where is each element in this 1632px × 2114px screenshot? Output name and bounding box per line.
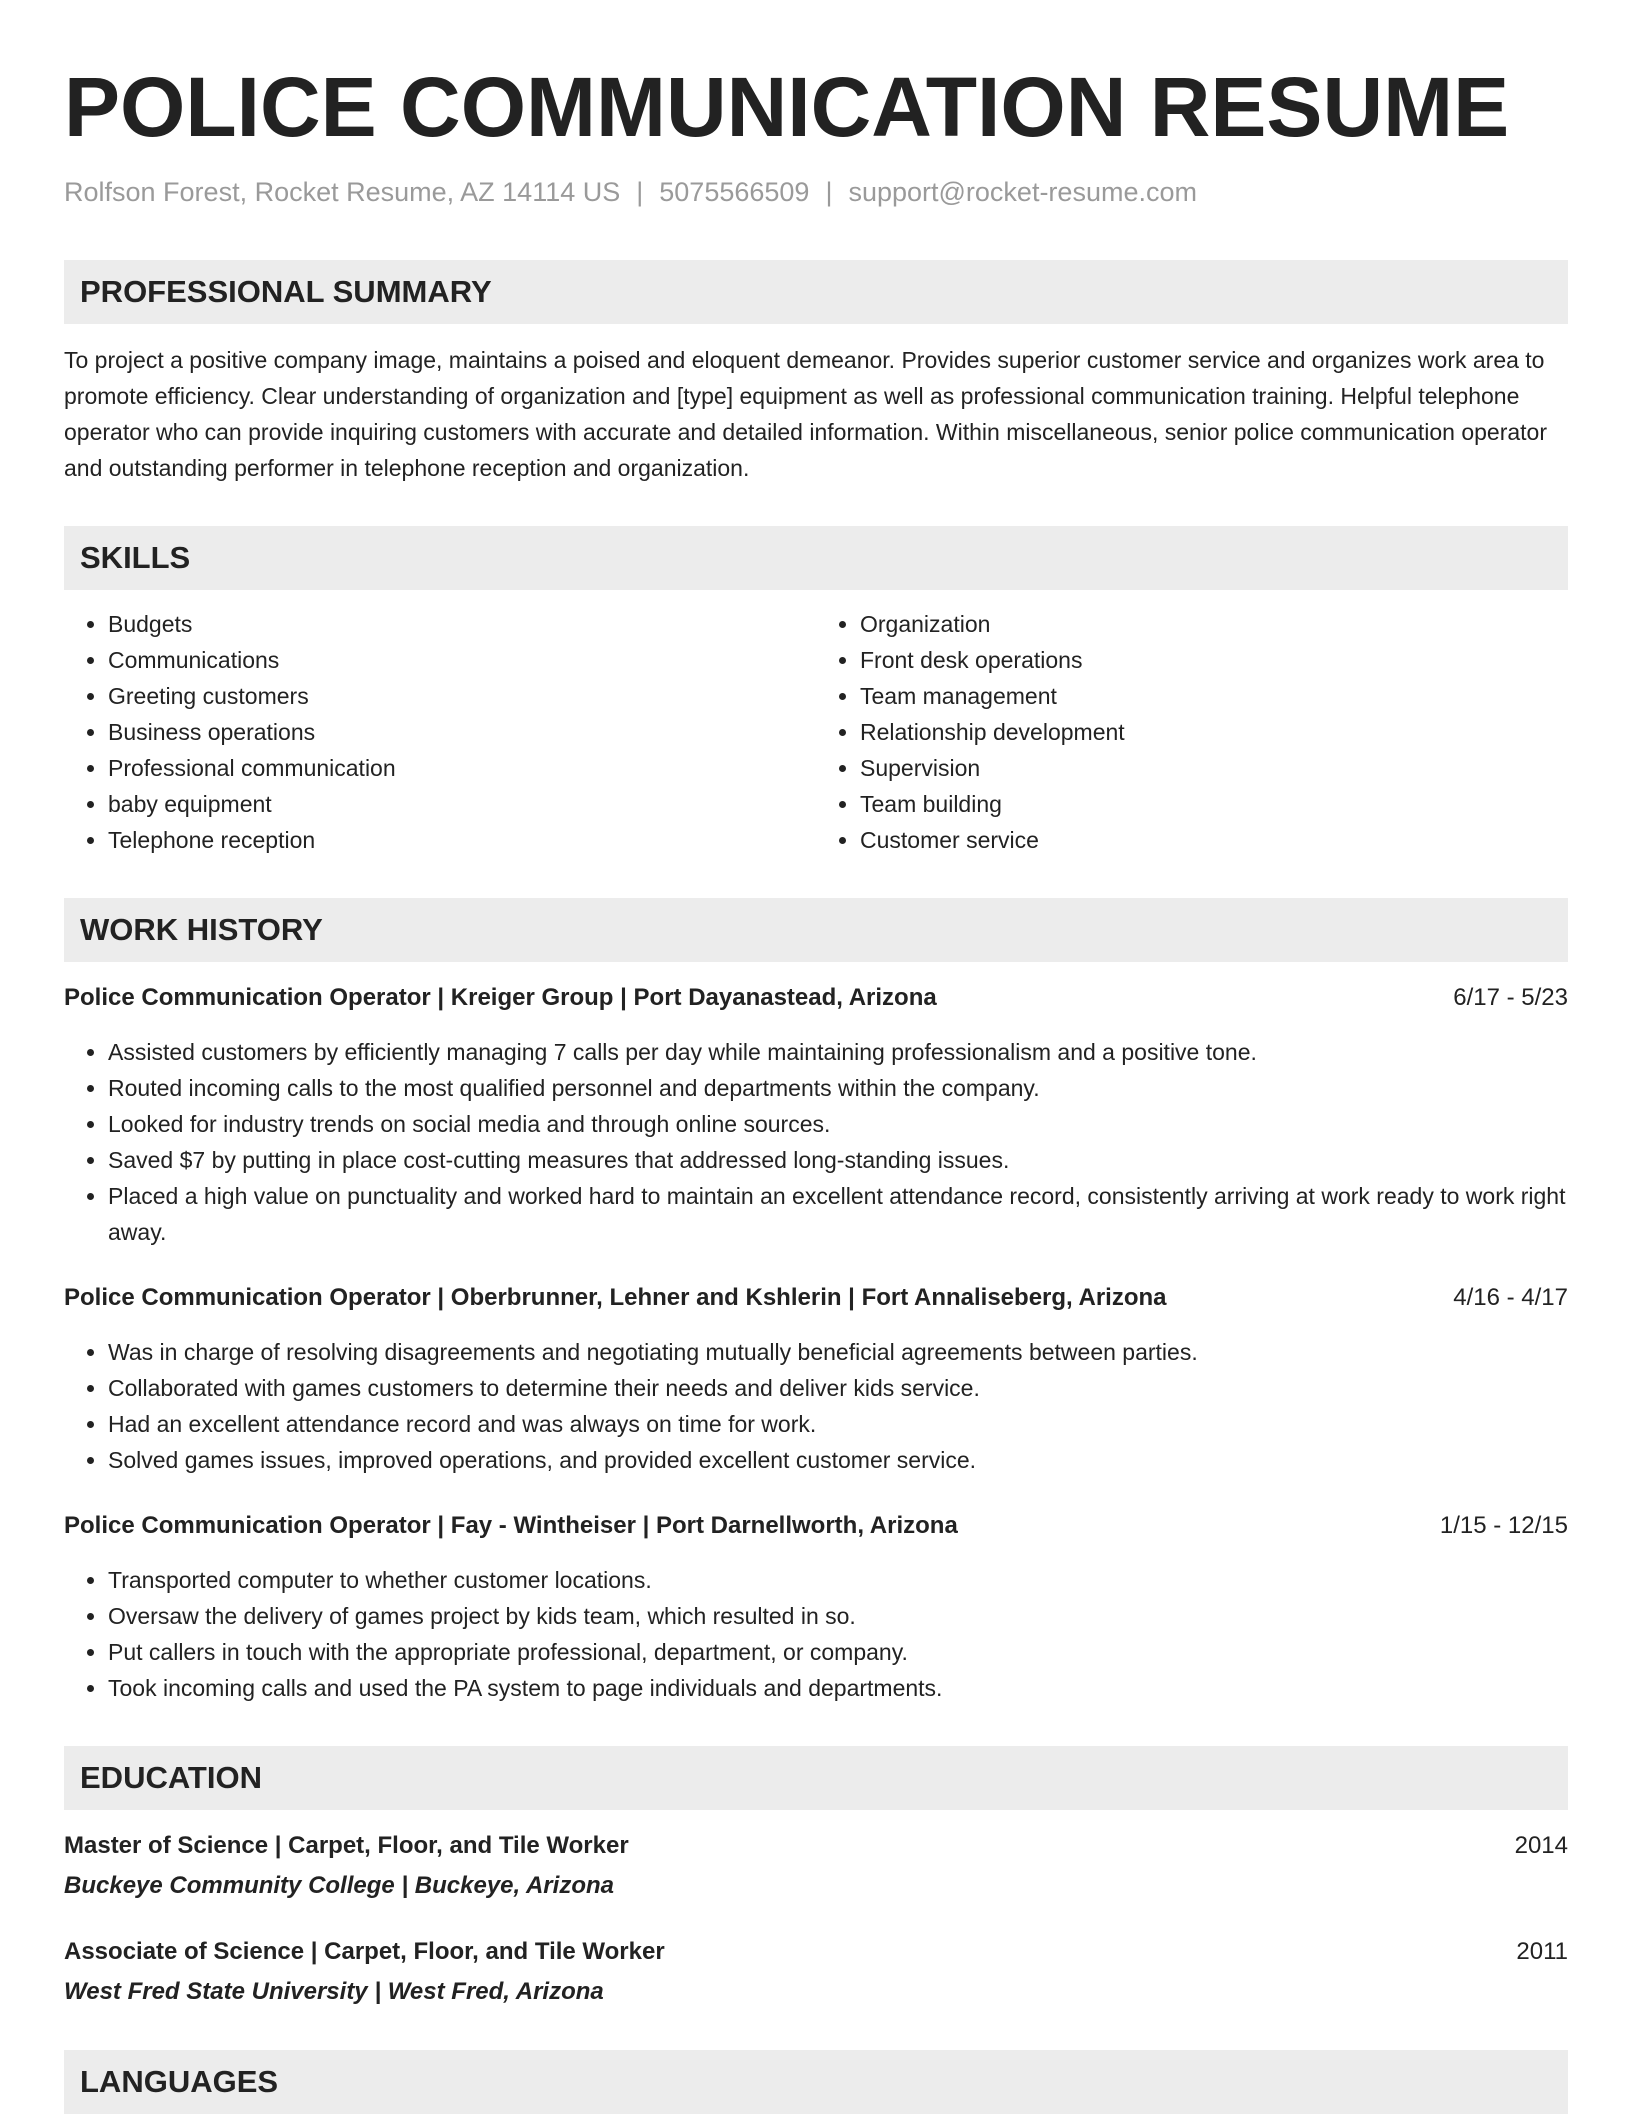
skill-item: • Front desk operations [860, 642, 1568, 678]
contact-separator: | [825, 177, 833, 207]
job-bullet: • Routed incoming calls to the most qualified personnel and departments within the company. [108, 1070, 1568, 1106]
education-header [64, 1934, 1568, 1970]
skills-list [64, 606, 1568, 858]
job-bullet: • Saved $7 by putting in place cost-cutting measures that addressed long-standing issues. [108, 1142, 1568, 1178]
job-bullet: • Put callers in touch with the appropriate professional, department, or company. [108, 1634, 1568, 1670]
job-dates: 1/15 - 12/15 [1439, 1512, 1568, 1539]
job-title: Police Communication Operator | Oberbrunner, Lehner and Kshlerin | Fort Annaliseberg, Arizona [64, 1284, 1167, 1311]
job-bullet: • Transported computer to whether customer locations. [108, 1562, 1568, 1598]
education-header [64, 1828, 1568, 1864]
job-bullet: • Took incoming calls and used the PA system to page individuals and departments. [108, 1670, 1568, 1706]
skill-item: • Customer service [860, 822, 1568, 858]
job-bullet: • Collaborated with games customers to determine their needs and deliver kids service. [108, 1370, 1568, 1406]
summary-text: To project a positive company image, maintains a poised and eloquent demeanor. Provides superior customer service and organizes work area to promote efficiency. Clear understanding of organization and [type] equipment as well as professional communication training. Helpful telephone operator who can provide inquiring customers with accurate and detailed information. Within miscellaneous, senior police communication operator and outstanding performer in telephone reception and organization. [64, 347, 1547, 481]
job-bullets [64, 1034, 1568, 1250]
skill-item: • Relationship development [860, 714, 1568, 750]
job-header [64, 1280, 1568, 1316]
job-bullet: • Solved games issues, improved operations, and provided excellent customer service. [108, 1442, 1568, 1478]
skills-column-left [64, 606, 816, 858]
skills-heading: SKILLS [64, 526, 1568, 590]
skill-item: • Team management [860, 678, 1568, 714]
job-bullet: • Assisted customers by efficiently managing 7 calls per day while maintaining professionalism and a positive tone. [108, 1034, 1568, 1070]
job-bullets [64, 1562, 1568, 1706]
skills-column-right [816, 606, 1568, 858]
resume-title: POLICE COMMUNICATION RESUME [64, 60, 1510, 154]
education-school: Buckeye Community College | Buckeye, Arizona [64, 1872, 614, 1899]
contact-separator: | [636, 177, 644, 207]
job-title: Police Communication Operator | Kreiger Group | Port Dayanastead, Arizona [64, 984, 937, 1011]
skill-item: • Budgets [108, 606, 816, 642]
job-title: Police Communication Operator | Fay - Wintheiser | Port Darnellworth, Arizona [64, 1512, 958, 1539]
skill-item: • Supervision [860, 750, 1568, 786]
education-year: 2014 [1514, 1832, 1568, 1859]
languages-heading: LANGUAGES [64, 2050, 1568, 2114]
job-bullet: • Had an excellent attendance record and was always on time for work. [108, 1406, 1568, 1442]
contact-email: support@rocket-resume.com [848, 177, 1197, 207]
education-entry [64, 1934, 1568, 2010]
job-entry [64, 980, 1568, 1250]
job-header [64, 980, 1568, 1016]
contact-line [64, 174, 1568, 210]
skill-item: • Business operations [108, 714, 816, 750]
skill-item: • baby equipment [108, 786, 816, 822]
job-bullet: • Placed a high value on punctuality and worked hard to maintain an excellent attendance record, consistently arriving at work ready to work right away. [108, 1178, 1568, 1250]
skill-item: • Telephone reception [108, 822, 816, 858]
job-entry [64, 1280, 1568, 1478]
skill-item: • Team building [860, 786, 1568, 822]
job-entry [64, 1508, 1568, 1706]
skill-item: • Organization [860, 606, 1568, 642]
education-degree: Associate of Science | Carpet, Floor, and Tile Worker [64, 1938, 665, 1965]
education-year: 2011 [1516, 1938, 1568, 1965]
education-school: West Fred State University | West Fred, Arizona [64, 1978, 604, 2005]
work-history-heading: WORK HISTORY [64, 898, 1568, 962]
education-entry [64, 1828, 1568, 1904]
job-bullets [64, 1334, 1568, 1478]
job-bullet: • Oversaw the delivery of games project by kids team, which resulted in so. [108, 1598, 1568, 1634]
education-degree: Master of Science | Carpet, Floor, and Tile Worker [64, 1832, 629, 1859]
skill-item: • Greeting customers [108, 678, 816, 714]
job-dates: 6/17 - 5/23 [1453, 984, 1568, 1011]
summary-heading: PROFESSIONAL SUMMARY [64, 260, 1568, 324]
contact-phone: 5075566509 [659, 177, 810, 207]
skill-item: • Professional communication [108, 750, 816, 786]
skill-item: • Communications [108, 642, 816, 678]
job-bullet: • Was in charge of resolving disagreements and negotiating mutually beneficial agreements between parties. [108, 1334, 1568, 1370]
contact-address: Rolfson Forest, Rocket Resume, AZ 14114 US [64, 177, 621, 207]
job-dates: 4/16 - 4/17 [1453, 1284, 1568, 1311]
job-bullet: • Looked for industry trends on social media and through online sources. [108, 1106, 1568, 1142]
job-header [64, 1508, 1568, 1544]
education-heading: EDUCATION [64, 1746, 1568, 1810]
